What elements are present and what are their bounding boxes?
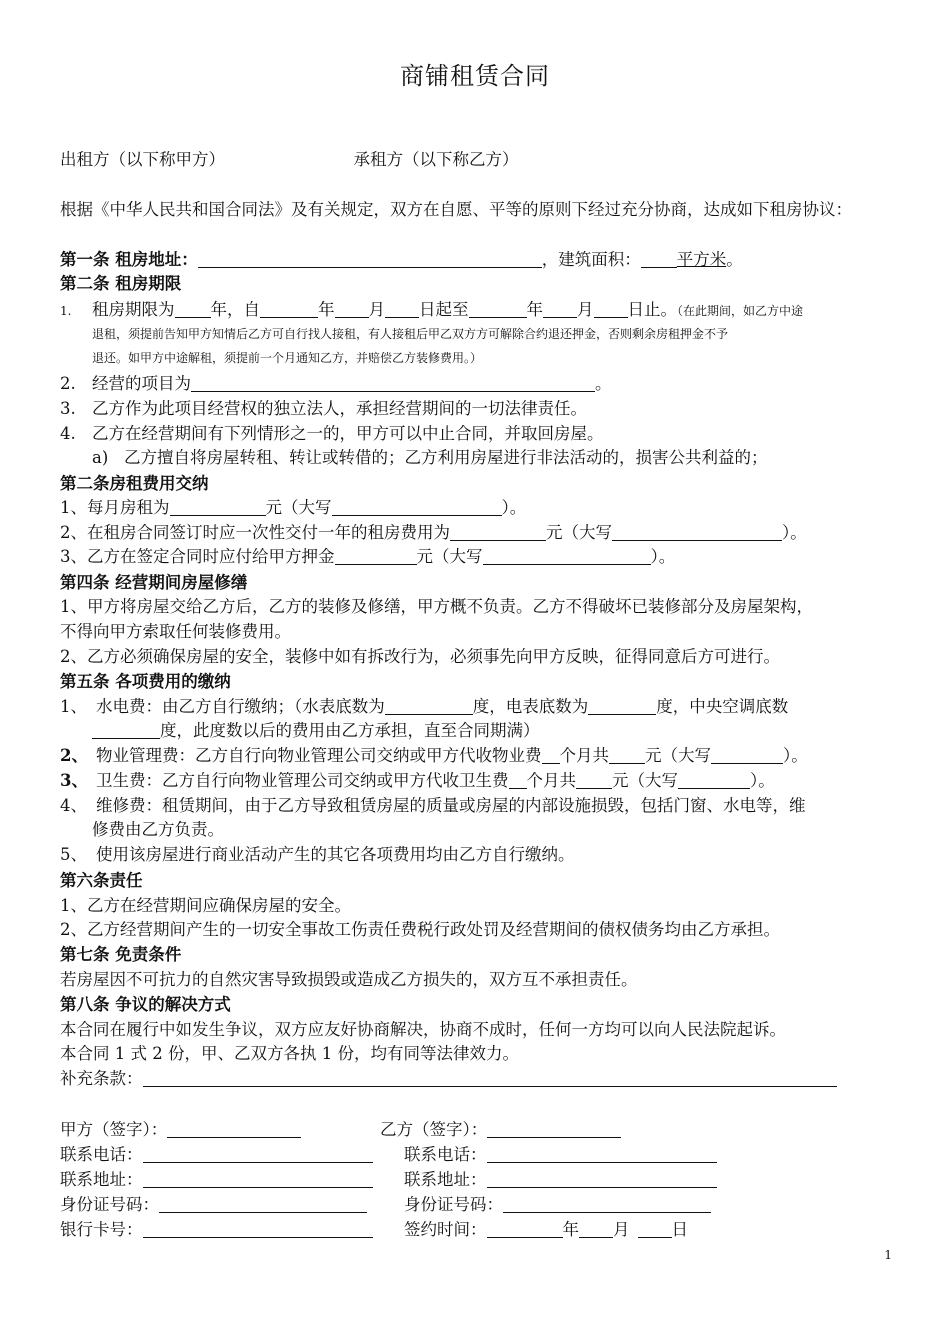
property-fee-text-b: 个月共 (559, 746, 609, 765)
party-a-phone (60, 1143, 373, 1167)
item-number: 3. (60, 399, 76, 418)
area-unit: 平方米 (676, 250, 727, 269)
day-label: 日 (671, 1220, 688, 1239)
area-label: ，建筑面积： (541, 250, 641, 269)
term-text-a: 租房期限为 (92, 300, 175, 319)
rent-1-text-b: 元（大写 (265, 498, 332, 517)
article-1-end: 。 (726, 250, 743, 269)
party-a-id (60, 1193, 367, 1217)
item-number: 1. (60, 304, 72, 318)
term-text-e: 日起至 (419, 300, 469, 319)
term-text-c: 年 (318, 300, 335, 319)
utility-text-b: 度，电表底数为 (472, 697, 589, 716)
utility-text-a: 水电费：由乙方自行缴纳；（水表底数为 (96, 697, 385, 716)
article-2-item-3 (60, 397, 900, 421)
article-4-para-2: 2、乙方必须确保房屋的安全，装修中如有拆改行为，必须事先向甲方反映，征得同意后方可进行。 (60, 647, 780, 666)
article-5-item-4-cont: 修费由乙方负责。 (92, 820, 224, 839)
rent-2-text-c: ）。 (782, 523, 807, 542)
item-number: 3、 (60, 771, 88, 790)
term-note-2: 退租，须提前告知甲方知情后乙方可自行找人接租，有人接租后甲乙双方方可解除合约退还押金，否则剩余房租押金不予 (92, 327, 729, 341)
item-text: 乙方在经营期间有下列情形之一的，甲方可以中止合同，并取回房屋。 (92, 424, 604, 443)
intro-paragraph: 根据《中华人民共和国合同法》及有关规定，双方在自愿、平等的原则下经过充分协商，达成如下租房协议： (60, 200, 852, 219)
article-4-para-1a: 1、甲方将房屋交给乙方后，乙方的装修及修缮，甲方概不负责。乙方不得破坏已装修部分及房屋架构， (60, 597, 813, 616)
business-end: 。 (595, 374, 612, 393)
property-fee-text-d: ）。 (783, 746, 808, 765)
phone-label: 联系电话： (60, 1145, 143, 1164)
article-4-para-1b: 不得向甲方索取任何装修费用。 (60, 622, 291, 641)
party-a-address (60, 1168, 373, 1192)
document-title: 商铺租赁合同 (400, 62, 550, 90)
ac-meter-blank[interactable] (92, 720, 160, 739)
sign-time (404, 1218, 688, 1242)
property-months-blank[interactable] (542, 745, 560, 764)
bank-card-blank[interactable] (143, 1219, 373, 1238)
party-b-signature-blank[interactable] (487, 1119, 621, 1138)
item-text: 乙方擅自将房屋转租、转让或转借的；乙方利用房屋进行非法活动的，损害公共利益的； (124, 448, 768, 467)
utility-text-d: 度，此度数以后的费用由乙方承担，直至合同期满） (160, 721, 540, 740)
start-day-blank[interactable] (385, 299, 419, 318)
utility-text-c: 度，中央空调底数 (656, 697, 789, 716)
term-text-g: 月 (577, 300, 594, 319)
start-month-blank[interactable] (335, 299, 369, 318)
article-5-item-1-cont (92, 719, 932, 743)
end-year-blank[interactable] (469, 299, 527, 318)
term-text-f: 年 (526, 300, 543, 319)
sanitation-text-c: 元（大写 (612, 771, 678, 790)
repair-text-a: 维修费：租赁期间，由于乙方导致租赁房屋的质量或房屋的内部设施损毁，包括门窗、水电等，维 (96, 796, 806, 815)
sanitation-amount-blank[interactable] (576, 770, 612, 789)
deposit-uppercase-blank[interactable] (483, 546, 651, 565)
rent-line-1 (60, 496, 900, 520)
rent-1-text-a: 1、每月房租为 (60, 498, 170, 517)
item-number: 1、 (60, 697, 87, 716)
item-text: 乙方作为此项目经营权的独立法人，承担经营期间的一切法律责任。 (92, 399, 587, 418)
id-label: 身份证号码： (404, 1195, 503, 1214)
supplementary-terms (60, 1067, 900, 1091)
article-5-item-5 (60, 843, 900, 867)
parties-line (60, 148, 900, 172)
party-b-phone-blank[interactable] (487, 1144, 717, 1163)
article-6-para-2: 2、乙方经营期间产生的一切安全事故工伤责任费税行政处罚及经营期间的债权债务均由乙方承担。 (60, 920, 780, 939)
article-8-para-1: 本合同在履行中如发生争议，双方应友好协商解决，协商不成时，任何一方均可以向人民法院起诉。 (60, 1020, 786, 1039)
article-2-item-4a (92, 446, 932, 470)
address-blank[interactable] (198, 249, 542, 268)
article-8-para-2: 本合同 1 式 2 份，甲、乙双方各执 1 份，均有同等法律效力。 (60, 1044, 519, 1063)
bank-card-label: 银行卡号： (60, 1220, 143, 1239)
supplementary-blank[interactable] (143, 1068, 837, 1087)
business-label: 经营的项目为 (92, 374, 191, 393)
property-amount-blank[interactable] (609, 745, 645, 764)
party-a-id-blank[interactable] (159, 1194, 367, 1213)
rent-3-text-b: 元（大写 (416, 547, 483, 566)
rent-3-text-a: 3、乙方在签定合同时应付给甲方押金 (60, 547, 335, 566)
party-a-phone-blank[interactable] (143, 1144, 373, 1163)
article-5-item-3 (60, 769, 900, 793)
article-5-heading: 第五条 各项费用的缴纳 (60, 672, 231, 691)
annual-rent-blank[interactable] (450, 522, 546, 541)
article-2-item-2 (60, 372, 900, 396)
rent-3-text-c: ）。 (650, 547, 676, 566)
lessor-label: 出租方（以下称甲方） (60, 150, 225, 169)
article-5-item-2 (60, 744, 900, 768)
article-7-heading: 第七条 免责条件 (60, 945, 182, 964)
year-label: 年 (562, 1220, 579, 1239)
sign-month-blank[interactable] (579, 1219, 613, 1238)
water-meter-blank[interactable] (385, 696, 473, 715)
supplementary-label: 补充条款： (60, 1069, 143, 1088)
party-b-address-blank[interactable] (487, 1169, 717, 1188)
page-number: 1 (884, 1248, 892, 1262)
sanitation-months-blank[interactable] (509, 770, 527, 789)
party-a-address-blank[interactable] (143, 1169, 373, 1188)
annual-rent-uppercase-blank[interactable] (612, 522, 782, 541)
address-label: 联系地址： (60, 1170, 143, 1189)
article-8-heading: 第八条 争议的解决方式 (60, 995, 231, 1014)
end-month-blank[interactable] (543, 299, 577, 318)
phone-label: 联系电话： (404, 1145, 487, 1164)
lessee-label: 承租方（以下称乙方） (353, 150, 519, 169)
item-number: 5、 (60, 845, 87, 864)
party-a-label: 甲方（签字）： (60, 1120, 168, 1139)
rent-2-text-b: 元（大写 (546, 523, 612, 542)
rent-1-text-c: ）。 (501, 498, 527, 517)
deposit-blank[interactable] (335, 546, 417, 565)
article-2-heading: 第二条 租房期限 (60, 274, 182, 293)
bank-card (60, 1218, 373, 1242)
property-fee-text-c: 元（大写 (645, 746, 711, 765)
term-note-1: （在此期间，如乙方中途 (677, 304, 804, 318)
item-number: 4. (60, 424, 76, 443)
article-4-heading: 第四条 经营期间房屋修缮 (60, 573, 248, 592)
term-text-b: 年，自 (210, 300, 260, 319)
rent-line-2 (60, 521, 900, 545)
article-1-label: 第一条 租房地址： (60, 250, 198, 269)
party-b-phone (404, 1143, 717, 1167)
years-blank[interactable] (175, 299, 211, 318)
start-year-blank[interactable] (260, 299, 318, 318)
party-b-address (404, 1168, 717, 1192)
monthly-rent-uppercase-blank[interactable] (332, 497, 502, 516)
article-7-para-1: 若房屋因不可抗力的自然灾害导致损毁或造成乙方损失的，双方互不承担责任。 (60, 970, 638, 989)
party-b-id (404, 1193, 711, 1217)
term-note-3: 退还。如甲方中途解租，须提前一个月通知乙方，并赔偿乙方装修费用。） (92, 351, 483, 365)
sign-year-blank[interactable] (487, 1219, 563, 1238)
item-number: 4、 (60, 796, 87, 815)
business-blank[interactable] (191, 373, 595, 392)
article-2-item-4 (60, 422, 900, 446)
monthly-rent-blank[interactable] (170, 497, 266, 516)
property-uppercase-blank[interactable] (711, 745, 783, 764)
article-6-heading: 第六条责任 (60, 871, 143, 890)
party-b-label: 乙方（签字）： (380, 1120, 488, 1139)
item-number: a) (92, 448, 109, 467)
sanitation-uppercase-blank[interactable] (678, 770, 750, 789)
item-number: 2. (60, 374, 76, 393)
rent-2-text-a: 2、在租房合同签订时应一次性交付一年的租房费用为 (60, 523, 450, 542)
article-3-heading: 第二条房租费用交纳 (60, 474, 209, 493)
sanitation-text-a: 卫生费：乙方自行向物业管理公司交纳或甲方代收卫生费 (96, 771, 509, 790)
area-blank[interactable] (641, 249, 677, 268)
party-a-sign (60, 1118, 301, 1142)
article-5-item-4 (60, 794, 900, 818)
article-5-item-1 (60, 695, 900, 719)
party-a-signature-blank[interactable] (167, 1119, 301, 1138)
id-label: 身份证号码： (60, 1195, 159, 1214)
article-1 (60, 248, 900, 272)
month-label: 月 (613, 1220, 630, 1239)
address-label: 联系地址： (404, 1170, 487, 1189)
sign-day-blank[interactable] (638, 1219, 672, 1238)
electric-meter-blank[interactable] (588, 696, 656, 715)
article-6-para-1: 1、乙方在经营期间应确保房屋的安全。 (60, 896, 351, 915)
sign-time-label: 签约时间： (404, 1220, 487, 1239)
sanitation-text-d: ）。 (750, 771, 775, 790)
article-2-item-1 (60, 298, 900, 323)
item-number: 2、 (60, 746, 88, 765)
party-b-id-blank[interactable] (503, 1194, 711, 1213)
item-text: 使用该房屋进行商业活动产生的其它各项费用均由乙方自行缴纳。 (96, 845, 575, 864)
rent-line-3 (60, 545, 900, 569)
property-fee-text-a: 物业管理费：乙方自行向物业管理公司交纳或甲方代收物业费 (96, 746, 542, 765)
sanitation-text-b: 个月共 (526, 771, 576, 790)
term-text-h: 日止。 (627, 300, 677, 319)
end-day-blank[interactable] (594, 299, 628, 318)
party-b-sign (380, 1118, 621, 1142)
term-text-d: 月 (368, 300, 385, 319)
